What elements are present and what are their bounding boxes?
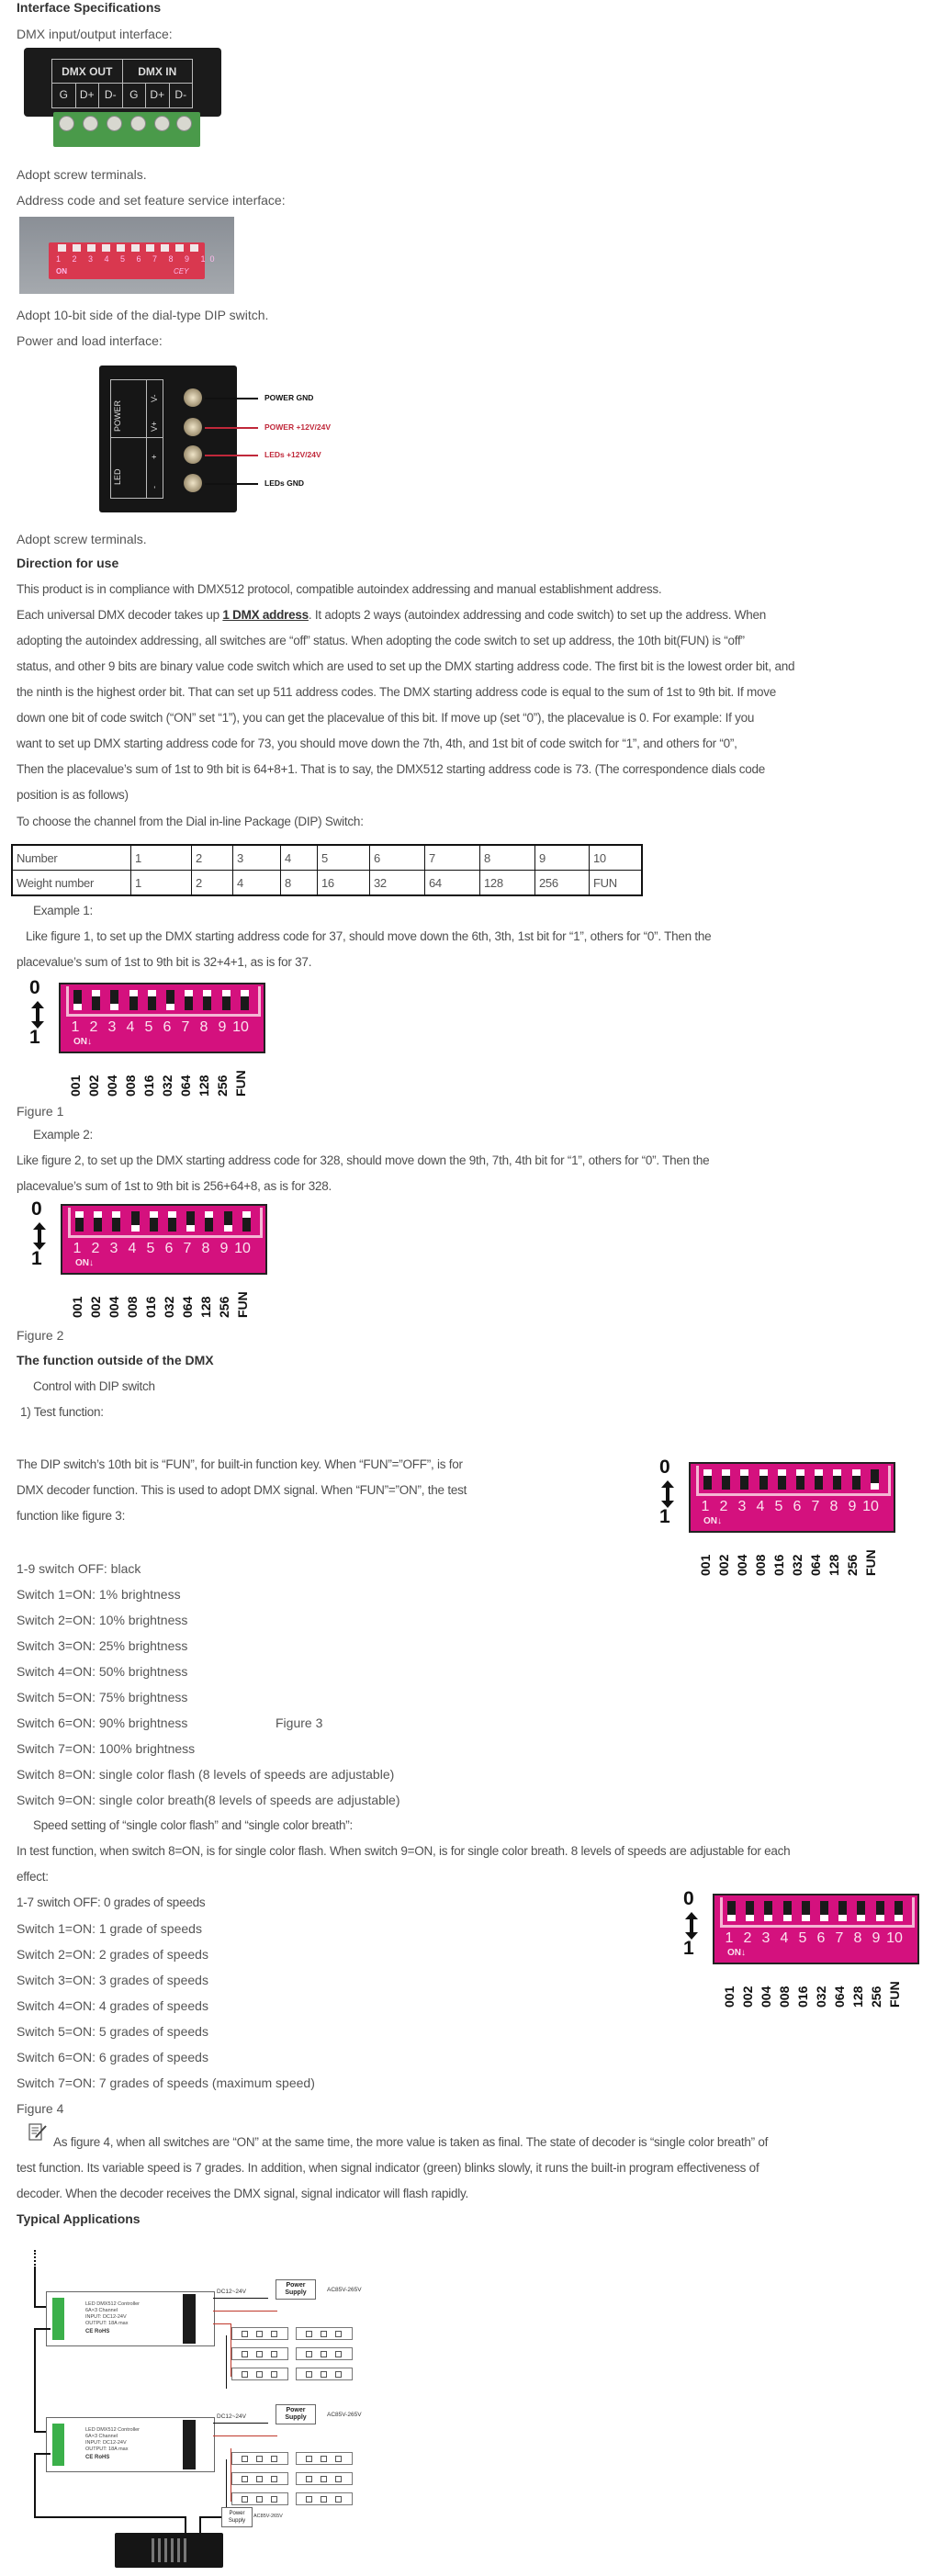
dmx-controller-1: LED DMX512 Controller 6A×3 Channel INPUT: DC12-24V OUTPUT: 18A max CE RoHS (46, 2291, 215, 2346)
example2-line2: placevalue’s sum of 1st to 9th bit is 256+64+8, as is for 328. (17, 1179, 332, 1193)
dip-switch (110, 990, 118, 1010)
dip-switch (833, 1469, 841, 1490)
direction-p2: Each universal DMX decoder takes up 1 DMX address. It adopts 2 ways (autoindex addressing and code switch) to set up the address. When adopting the autoindex addressing, all switches are “off” status. When adopting the code switch to set up address, the 10th bit(FUN) is “off” status, and other 9 bits are binary value code switch which are used to set up the DMX starting address code. The first bit is the lowest order bit, and the ninth is the highest order bit. That can set up 511 address codes. The DMX starting address code is equal to the sum of 1st to 9th bit. If move down one bit of code switch (“ON” set “1”), you can get the placevalue of this bit. If move up (set “0”), the placevalue is 0. For example: If you want to set up DMX starting address code for 73, you should move down the 7th, 4th, and 1st bit of code switch for “1”, and others for “0”, Then the placevalue’s sum of 1st to 9th bit is 64+8+1. That is to say, the DMX512 starting address code is 73. (The correspondence dials code position is as follows) (17, 608, 795, 802)
position-0-label: 0 (29, 977, 40, 998)
figure3-caption: Figure 3 (276, 1715, 323, 1730)
screw-icon (184, 474, 202, 492)
switch-numbers: 1 2 3 4 5 6 7 8 9 10 (725, 1930, 903, 1946)
pin-label: G (122, 84, 146, 107)
dip-switch (148, 990, 156, 1010)
screw-icon (184, 418, 202, 436)
address-label: Address code and set feature service interface: (17, 193, 286, 208)
pin-label: + (150, 454, 159, 459)
dip-switch (815, 1469, 823, 1490)
dip-switch (94, 1211, 102, 1232)
dip-switch (778, 1469, 786, 1490)
pin-label: G (59, 88, 68, 101)
list-item: 1-7 switch OFF: 0 grades of speeds (17, 1895, 206, 1909)
dip-photo-on: ON (56, 267, 67, 276)
dip-photo-brand: CEY (174, 267, 189, 276)
weight-labels: 001 002 004 008 016 032 064 128 256 FUN (698, 1549, 878, 1576)
example2-title: Example 2: (33, 1128, 94, 1142)
pin-label: D+ (75, 84, 99, 107)
dmx-address-emphasis: 1 DMX address (222, 608, 309, 622)
dip-switch (802, 1901, 810, 1921)
list-item: Switch 7=ON: 100% brightness (17, 1741, 196, 1756)
dip-photo-numbers: 1 2 3 4 5 6 7 8 9 10 (56, 254, 219, 264)
dip-switch (186, 1211, 195, 1232)
up-down-arrow-icon (31, 1001, 44, 1029)
callout-leds-positive: LEDs +12V/24V (264, 450, 321, 459)
power-supply-2: Power Supply (276, 2404, 316, 2424)
example1-line2: placevalue’s sum of 1st to 9th bit is 32+4+1, as is for 37. (17, 955, 312, 969)
power-terminal-photo (99, 366, 356, 517)
table-cell: 2 (192, 871, 233, 896)
note-pencil-icon (28, 2121, 50, 2143)
dip-switch (740, 1469, 748, 1490)
position-1-label: 1 (31, 1248, 42, 1269)
list-item: Switch 4=ON: 4 grades of speeds (17, 1998, 208, 2013)
note-line-2: test function. Its variable speed is 7 grades. In addition, when signal indicator (green) blinks slowly, it runs the built-in program effectiveness of (17, 2161, 759, 2175)
dip-switch (131, 1211, 140, 1232)
table-cell: 16 (318, 871, 370, 896)
up-down-arrow-icon (33, 1222, 46, 1250)
table-cell: 7 (425, 845, 480, 871)
dip-switch (73, 990, 82, 1010)
dip-switch (852, 1469, 861, 1490)
power-label: Power and load interface: (17, 333, 163, 348)
dmx-io-note: Adopt screw terminals. (17, 167, 147, 182)
on-label: ON↓ (703, 1516, 722, 1526)
pin-label: D- (98, 84, 122, 107)
address-note: Adopt 10-bit side of the dial-type DIP switch. (17, 308, 269, 322)
ac-label: AC85V-265V (327, 2287, 362, 2293)
list-item: Switch 5=ON: 5 grades of speeds (17, 2024, 208, 2039)
position-1-label: 1 (659, 1506, 670, 1527)
list-item: Switch 8=ON: single color flash (8 levels of speeds are adjustable) (17, 1767, 395, 1782)
dip-board (689, 1462, 895, 1533)
callout-power-gnd: POWER GND (264, 393, 314, 402)
dip-switch (838, 1901, 847, 1921)
table-intro: To choose the channel from the Dial in-line Package (DIP) Switch: (17, 815, 364, 828)
position-1-label: 1 (683, 1938, 694, 1959)
list-item: Switch 3=ON: 3 grades of speeds (17, 1973, 208, 1987)
example2-line1: Like figure 2, to set up the DMX starting address code for 328, should move down the 9th, 7th, 4th bit for “1”, others for “0”. Then the (17, 1153, 710, 1167)
dip-switch (241, 990, 249, 1010)
on-label: ON↓ (73, 1037, 92, 1047)
list-item: Switch 5=ON: 75% brightness (17, 1690, 188, 1704)
table-cell: Weight number (12, 871, 131, 896)
up-down-arrow-icon (661, 1480, 674, 1508)
applications-heading: Typical Applications (17, 2211, 141, 2226)
list-item: Switch 1=ON: 1% brightness (17, 1587, 181, 1602)
dip-switch (727, 1901, 736, 1921)
dip-switch (185, 990, 193, 1010)
position-0-label: 0 (659, 1457, 670, 1478)
pin-label: V- (150, 394, 159, 402)
table-cell: 64 (425, 871, 480, 896)
on-label: ON↓ (75, 1258, 94, 1268)
power-block-label: POWER (113, 399, 122, 432)
switch-numbers: 1 2 3 4 5 6 7 8 9 10 (701, 1499, 879, 1514)
table-cell: 2 (192, 845, 233, 871)
dip-switch (92, 990, 100, 1010)
dip-figure-4 (672, 1888, 903, 2008)
pin-label: - (150, 486, 159, 489)
screw-icon (130, 116, 146, 131)
interface-specs-heading: Interface Specifications (17, 0, 162, 15)
dip-switch (871, 1469, 879, 1490)
switch-numbers: 1 2 3 4 5 6 7 8 9 10 (71, 1019, 249, 1035)
table-cell: 6 (370, 845, 425, 871)
list-item: Switch 3=ON: 25% brightness (17, 1638, 188, 1653)
callout-leds-gnd: LEDs GND (264, 478, 304, 488)
up-down-arrow-icon (685, 1912, 698, 1940)
outside-dmx-heading: The function outside of the DMX (17, 1353, 214, 1367)
speed-line-1: In test function, when switch 8=ON, is for single color flash. When switch 9=ON, is for single color breath. 8 levels of speeds are adjustable for each (17, 1844, 791, 1858)
list-item: Switch 6=ON: 90% brightness (17, 1715, 188, 1730)
screw-icon (176, 116, 192, 131)
switch-numbers: 1 2 3 4 5 6 7 8 9 10 (73, 1241, 251, 1256)
power-note: Adopt screw terminals. (17, 532, 147, 546)
dip-figure-3 (648, 1457, 879, 1577)
table-cell: 256 (535, 871, 590, 896)
dip-switch (222, 990, 231, 1010)
dmx-controller-2: LED DMX512 Controller 6A×3 Channel INPUT: DC12-24V OUTPUT: 18A max CE RoHS (46, 2417, 215, 2472)
table-cell: 128 (480, 871, 535, 896)
figure4-caption: Figure 4 (17, 2101, 64, 2116)
table-cell: 8 (480, 845, 535, 871)
dip-switch (168, 1211, 176, 1232)
cert-label: CE RoHS (85, 2329, 110, 2334)
dip-switch (129, 990, 138, 1010)
dip-figure-2 (20, 1198, 251, 1319)
dip-switch (166, 990, 174, 1010)
list-item: 1-9 switch OFF: black (17, 1561, 141, 1576)
table-cell: 10 (590, 845, 643, 871)
dip-switch (820, 1901, 828, 1921)
screw-icon (83, 116, 98, 131)
pin-label: V+ (150, 421, 159, 432)
dip-switch (722, 1469, 730, 1490)
table-row (12, 871, 642, 896)
dip-switch (796, 1469, 804, 1490)
speed-title: Speed setting of “single color flash” and “single color breath”: (33, 1818, 353, 1832)
dip-weight-table (11, 844, 643, 896)
power-supply-3: Power Supply (221, 2507, 253, 2527)
dip-switch (783, 1901, 792, 1921)
dip-switch (203, 990, 211, 1010)
dmx-out-label: DMX OUT (52, 60, 122, 84)
table-cell: 8 (281, 871, 318, 896)
dip-switch (759, 1469, 768, 1490)
table-cell: 3 (233, 845, 281, 871)
list-item: Switch 4=ON: 50% brightness (17, 1664, 188, 1679)
fun-line-3: function like figure 3: (17, 1509, 126, 1523)
dip-switch (894, 1901, 903, 1921)
list-item: Switch 7=ON: 7 grades of speeds (maximum speed) (17, 2075, 315, 2090)
dmx-console (115, 2533, 223, 2568)
table-cell: 4 (233, 871, 281, 896)
dip-board (61, 1204, 267, 1275)
figure1-caption: Figure 1 (17, 1104, 64, 1119)
table-cell: 1 (131, 845, 192, 871)
dmx-in-label: DMX IN (122, 60, 193, 84)
table-cell: 4 (281, 845, 318, 871)
dip-switch (224, 1211, 232, 1232)
dip-switch (112, 1211, 120, 1232)
table-row (12, 845, 642, 871)
example1-line1: Like figure 1, to set up the DMX starting address code for 37, should move down the 6th, 3th, 1st bit for “1”, others for “0”. Then the (26, 929, 712, 943)
weight-labels: 001 002 004 008 016 032 064 128 256 FUN (68, 1070, 248, 1097)
pin-label: D- (169, 84, 193, 107)
dip-switch (703, 1469, 712, 1490)
dip-switch (242, 1211, 251, 1232)
position-1-label: 1 (29, 1027, 40, 1048)
dip-board (713, 1894, 919, 1964)
screw-icon (184, 445, 202, 464)
list-item: Switch 2=ON: 10% brightness (17, 1613, 188, 1627)
dip-figure-1 (18, 977, 249, 1097)
list-item: Switch 1=ON: 1 grade of speeds (17, 1921, 202, 1936)
screw-icon (154, 116, 170, 131)
weight-labels: 001 002 004 008 016 032 064 128 256 FUN (722, 1981, 902, 2008)
position-0-label: 0 (31, 1198, 42, 1220)
dip-switch (876, 1901, 884, 1921)
note-line-1: As figure 4, when all switches are “ON” at the same time, the more value is taken as final. The state of decoder is “single color breath” of (53, 2135, 769, 2149)
callout-power-positive: POWER +12V/24V (264, 422, 332, 432)
dip-switch (764, 1901, 772, 1921)
dmx-terminal-photo (24, 48, 221, 153)
pin-label: D+ (145, 84, 169, 107)
table-cell: 5 (318, 845, 370, 871)
list-item: Switch 6=ON: 6 grades of speeds (17, 2050, 208, 2064)
table-cell: 9 (535, 845, 590, 871)
weight-labels: 001 002 004 008 016 032 064 128 256 FUN (70, 1291, 250, 1318)
direction-heading: Direction for use (17, 556, 119, 570)
note-line-3: decoder. When the decoder receives the DMX signal, signal indicator will flash rapidly. (17, 2187, 469, 2200)
position-0-label: 0 (683, 1888, 694, 1909)
example1-title: Example 1: (33, 904, 94, 917)
table-cell: 32 (370, 871, 425, 896)
dip-switch (150, 1211, 158, 1232)
led-block-label: LED (113, 468, 122, 485)
figure2-caption: Figure 2 (17, 1328, 64, 1343)
dip-board (59, 983, 265, 1053)
list-item: Switch 2=ON: 2 grades of speeds (17, 1947, 208, 1962)
test-function-title: 1) Test function: (20, 1405, 104, 1419)
dip-switch (205, 1211, 213, 1232)
on-label: ON↓ (727, 1948, 746, 1958)
dip-switch-photo (19, 217, 234, 294)
list-item: Switch 9=ON: single color breath(8 levels of speeds are adjustable) (17, 1793, 400, 1807)
screw-icon (59, 116, 74, 131)
typical-application-diagram: LED DMX512 Controller 6A×3 Channel INPUT: DC12-24V OUTPUT: 18A max CE RoHS DC12~24V Power Supply AC85V-265V LED DMX512 Controller 6A×3 Channel INPUT: DC12-24V OUTPUT: 18A max CE RoHS DC12~24V Power Supply AC85V-265V Power Supply AC85V-265V (18, 2241, 386, 2576)
screw-icon (107, 116, 122, 131)
fun-line-1: The DIP switch’s 10th bit is “FUN”, for built-in function key. When “FUN”=”OFF”, is for (17, 1457, 463, 1471)
dip-switch (75, 1211, 84, 1232)
speed-line-2: effect: (17, 1870, 49, 1884)
screw-icon (184, 388, 202, 407)
dmx-io-label: DMX input/output interface: (17, 27, 173, 41)
table-cell: 1 (131, 871, 192, 896)
dip-switch (746, 1901, 754, 1921)
dc-label: DC12~24V (217, 2289, 246, 2295)
dip-switch (857, 1901, 865, 1921)
table-cell: FUN (590, 871, 643, 896)
fun-line-2: DMX decoder function. This is used to adopt DMX signal. When “FUN”=”ON”, the test (17, 1483, 467, 1497)
direction-p1: This product is in compliance with DMX512 protocol, compatible autoindex addressing and manual establishment address. (17, 582, 662, 596)
power-supply-1: Power Supply (276, 2279, 316, 2300)
outside-dmx-sub: Control with DIP switch (33, 1379, 155, 1393)
table-cell: Number (12, 845, 131, 871)
